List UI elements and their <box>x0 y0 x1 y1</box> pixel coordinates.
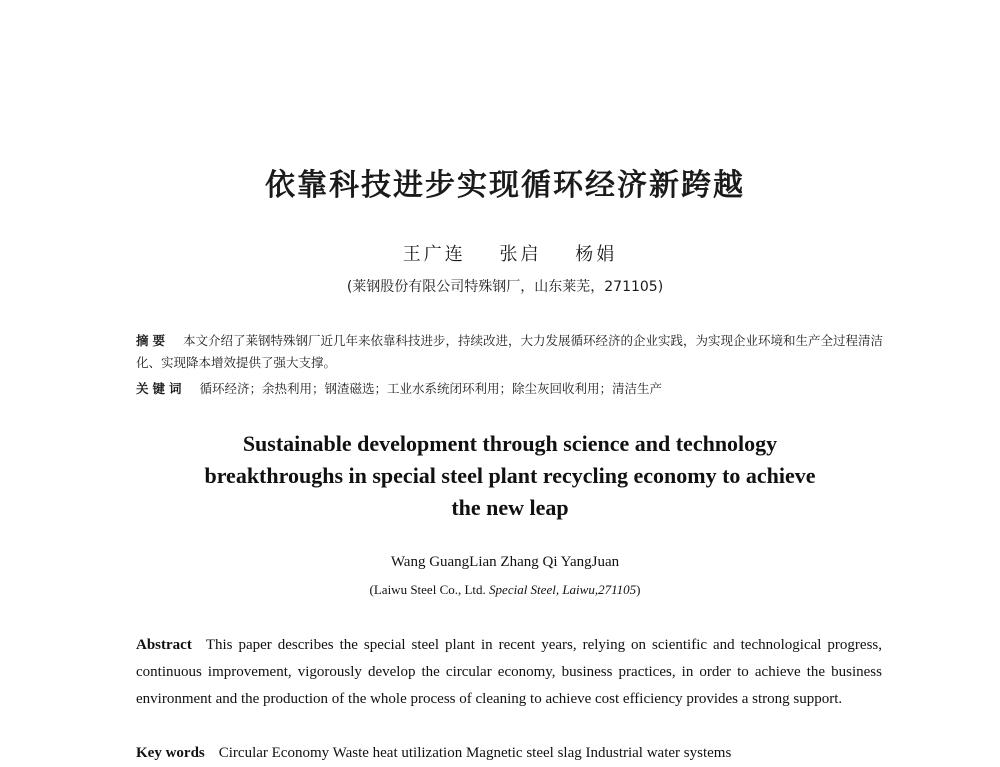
english-title: Sustainable development through science and technology breakthroughs in special steel plant recycling economy to achieve the new leap <box>204 431 816 520</box>
author-name: 张启 <box>499 244 542 265</box>
chinese-abstract-label: 摘要 <box>136 333 170 348</box>
english-abstract <box>136 632 882 713</box>
author-name: 杨娟 <box>575 244 618 265</box>
chinese-title: 依靠科技进步实现循环经济新跨越 <box>265 168 745 203</box>
english-authors: Wang GuangLian Zhang Qi YangJuan <box>390 554 620 570</box>
english-keywords <box>136 740 882 767</box>
chinese-abstract-text: 本文介绍了莱钢特殊钢厂近几年来依靠科技进步，持续改进，大力发展循环经济的企业实践，为实现企业环境和生产全过程清洁化、实现降本增效提供了强大支撑。 <box>136 333 884 370</box>
english-abstract-label: Abstract <box>136 637 192 653</box>
english-affiliation-location: Special Steel, Laiwu,271105 <box>489 582 637 597</box>
english-affiliation-suffix: ) <box>636 582 641 597</box>
chinese-affiliation: (莱钢股份有限公司特殊钢厂，山东莱芜，271105) <box>346 279 664 295</box>
chinese-keywords <box>136 378 886 400</box>
chinese-keywords-text: 循环经济；余热利用；钢渣磁选；工业水系统闭环利用；除尘灰回收利用；清洁生产 <box>199 381 663 396</box>
english-affiliation-prefix: (Laiwu Steel Co., Ltd. <box>369 582 490 597</box>
english-abstract-text: This paper describes the special steel plant in recent years, relying on scientific and technological progress, continuous improvement, vigorously develop the circular economy, business practices, in order to achieve the business environment and the production of the whole process of cleaning to achieve cost efficiency provides a strong support. <box>136 637 882 707</box>
english-keywords-label: Key words <box>136 745 205 761</box>
english-keywords-text: Circular Economy Waste heat utilization Magnetic steel slag Industrial water systems <box>218 745 732 761</box>
chinese-keywords-label: 关键词 <box>136 381 186 396</box>
chinese-authors <box>0 240 1000 266</box>
chinese-abstract <box>136 330 886 374</box>
english-affiliation <box>0 582 1000 598</box>
author-name: 王广连 <box>402 244 466 265</box>
